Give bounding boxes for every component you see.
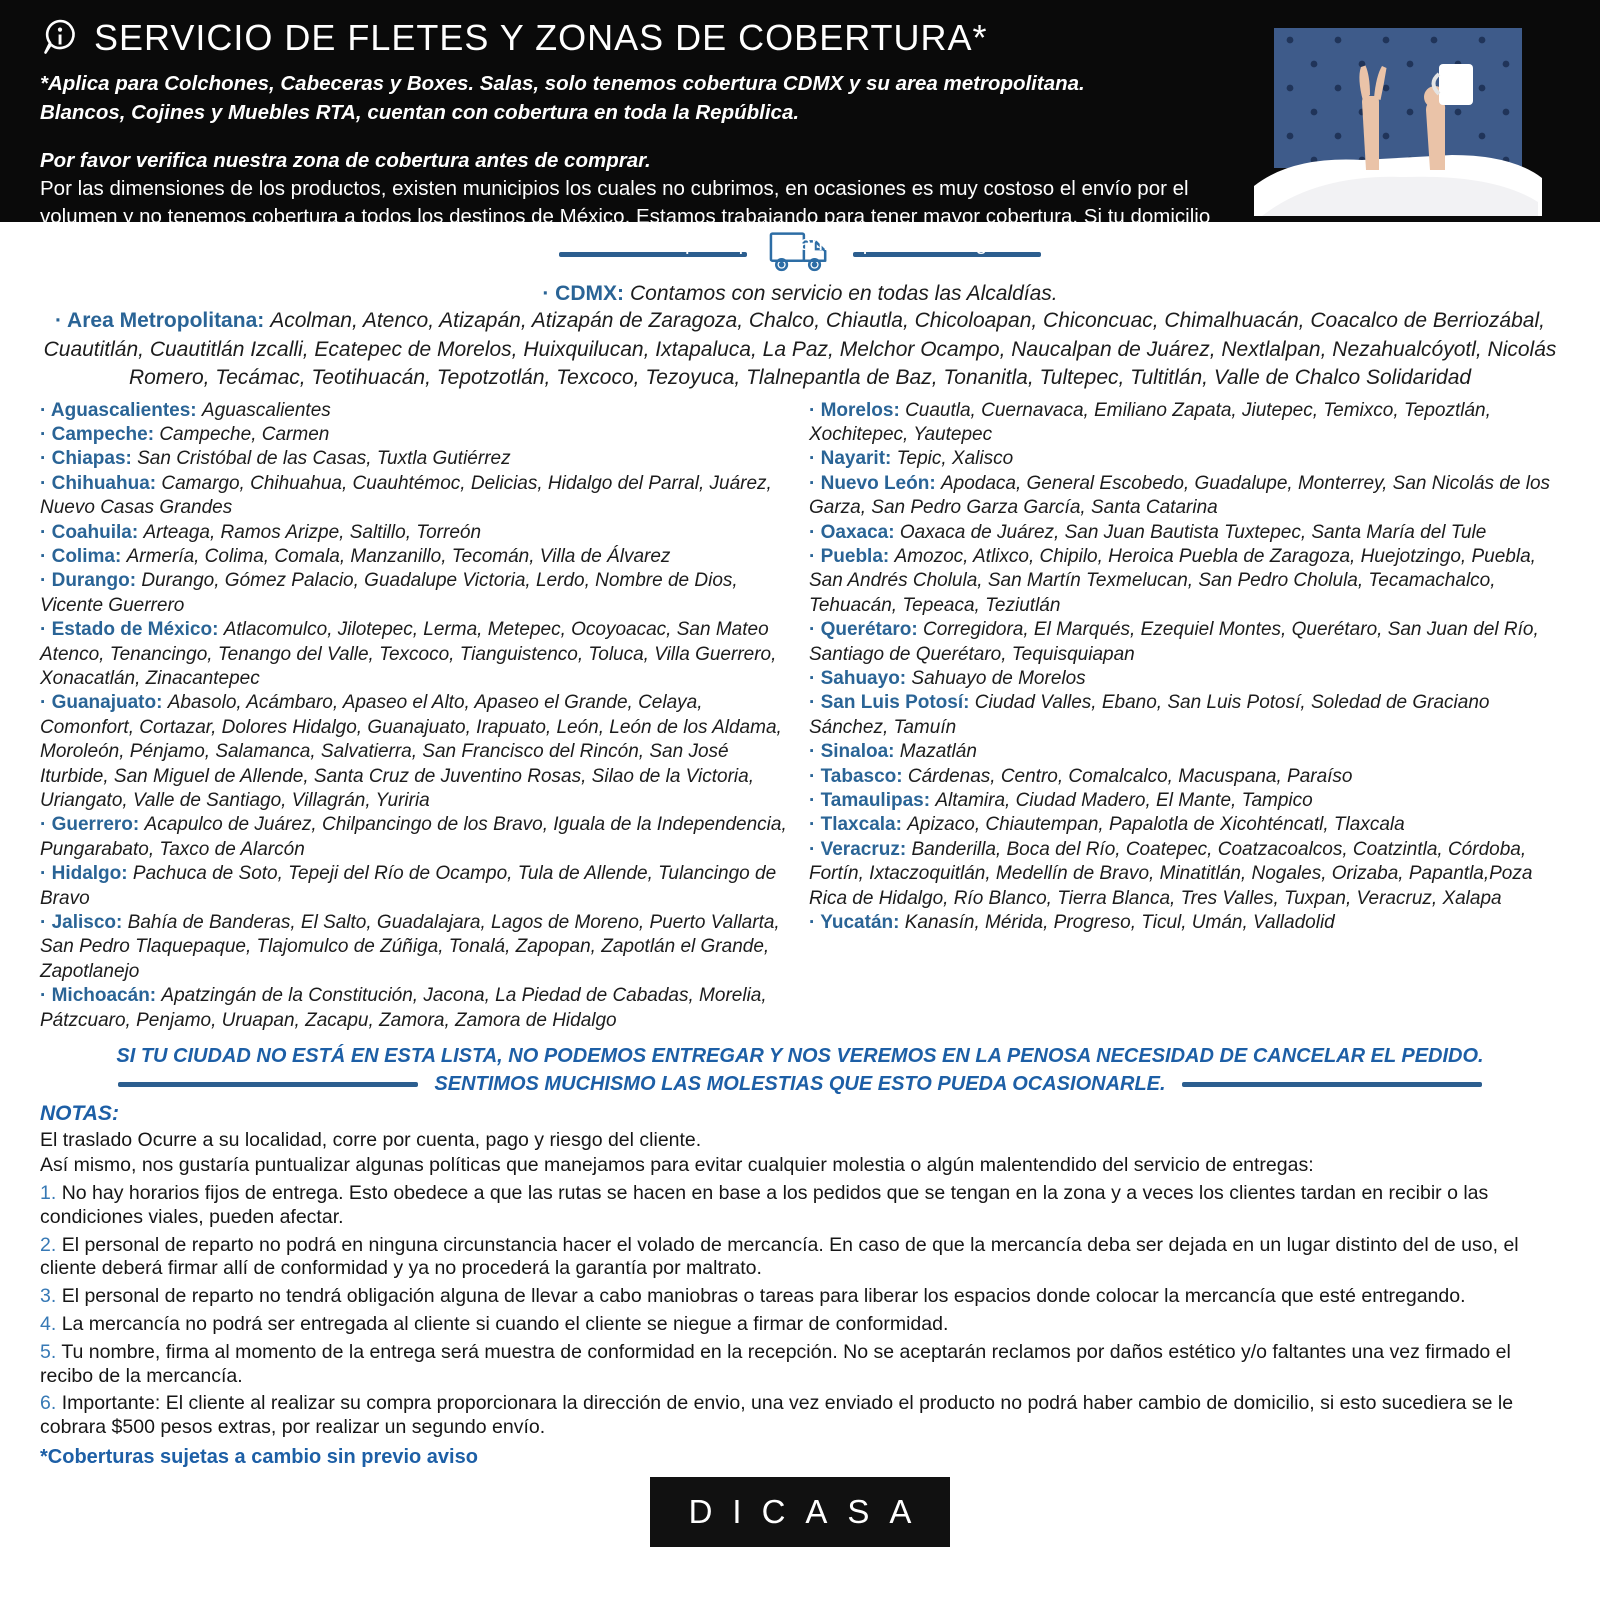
nota-number: 3. (40, 1285, 62, 1308)
nota-item: 6. Importante: El cliente al realizar su compra proporcionara la dirección de envio, una vez enviado el producto no podrá haber cambio de domicilio, si esto sucediera se le cobrara $500 pesos extras, por realizar un segundo envío. (40, 1392, 1514, 1439)
state-cities: Altamira, Ciudad Madero, El Mante, Tampico (935, 790, 1313, 811)
state-name: · Michoacán: (40, 985, 162, 1007)
bed-headboard-photo (1254, 6, 1542, 216)
state-cities: Apizaco, Chiautempan, Papalotla de Xicohténcatl, Tlaxcala (907, 814, 1405, 836)
nota-item: 4. La mercancía no podrá ser entregada al cliente si cuando el cliente se niegue a firmar de conformidad. (40, 1313, 949, 1336)
state-name: · Tamaulipas: (809, 790, 936, 811)
coverage-entry (809, 618, 1560, 667)
subtitle-line-2: Blancos, Cojines y Muebles RTA, cuentan con cobertura en toda la República. (40, 100, 800, 124)
coverage-entry (809, 838, 1560, 911)
coverage-entry (809, 765, 1560, 789)
state-name: · Sinaloa: (809, 741, 900, 763)
coverage-entry (809, 399, 1560, 448)
state-cities: Amozoc, Atlixco, Chipilo, Heroica Puebla de Zaragoza, Huejotzingo, Puebla, San Andrés Cholula, San Martín Texmelucan, San Pedro Cholula, Tecamachalco, Tehuacán, Tepeaca, Teziutlán (809, 545, 1536, 616)
state-cities: Oaxaca de Juárez, San Juan Bautista Tuxtepec, Santa María del Tule (899, 521, 1487, 543)
nota-number: 4. (40, 1313, 62, 1336)
state-name: · San Luis Potosí: (809, 692, 975, 714)
coverage-entry (809, 813, 1560, 837)
state-name: · Yucatán: (809, 912, 905, 934)
state-cities: Kanasín, Mérida, Progreso, Ticul, Umán, Valladolid (904, 912, 1335, 934)
state-cities: Corregidora, El Marqués, Ezequiel Montes, Querétaro, San Juan del Río, Santiago de Querétaro, Tequisquiapan (809, 619, 1539, 665)
notas-intro-2: Así mismo, nos gustaría puntualizar algunas políticas que manejamos para evitar cualquier molestia o algún malentendido del servicio de entregas: (40, 1154, 1314, 1177)
coverage-entry (40, 691, 791, 813)
state-cities: Pachuca de Soto, Tepeji del Río de Ocampo, Tula de Allende, Tulancingo de Bravo (40, 863, 777, 909)
coverage-footnote: *Coberturas sujetas a cambio sin previo aviso (40, 1446, 478, 1469)
metro-area-line (0, 307, 1600, 393)
notas-section (0, 1102, 1600, 1469)
page-title: SERVICIO DE FLETES Y ZONAS DE COBERTURA* (94, 17, 988, 58)
notas-heading: NOTAS: (40, 1102, 119, 1126)
state-name: · Campeche: (40, 423, 160, 445)
state-name: · Tabasco: (809, 765, 908, 787)
state-name: · Chihuahua: (40, 472, 162, 494)
nota-number: 1. (40, 1182, 62, 1205)
dicasa-logo (650, 1477, 950, 1547)
footer (0, 1477, 1600, 1547)
state-cities: Camargo, Chihuahua, Cuauhtémoc, Delicias, Hidalgo del Parral, Juárez, Nuevo Casas Grandes (40, 472, 772, 519)
coverage-entry (809, 545, 1560, 618)
coverage-column-right (809, 399, 1560, 1034)
nota-item: 5. Tu nombre, firma al momento de la entrega será muestra de conformidad en la recepción. No se aceptarán reclamos por daños estético y/o faltantes una vez firmado el recibo de la mercancía. (40, 1340, 1511, 1387)
nota-number: 5. (40, 1340, 62, 1363)
coverage-entry (40, 984, 791, 1033)
state-cities: Acapulco de Juárez, Chilpancingo de los Bravo, Iguala de la Independencia, Pungarabato, Taxco de Alarcón (40, 814, 787, 860)
state-cities: Campeche, Carmen (159, 423, 330, 445)
coverage-entry (40, 545, 791, 569)
notas-intro-1: El traslado Ocurre a su localidad, corre por cuenta, pago y riesgo del cliente. (40, 1129, 702, 1152)
state-name: · Oaxaca: (809, 521, 900, 543)
state-name: · Estado de México: (40, 619, 224, 641)
state-name: · Aguascalientes: (40, 399, 202, 421)
coverage-entry (809, 911, 1560, 935)
nota-item: 1. No hay horarios fijos de entrega. Esto obedece a que las rutas se hacen en base a los pedidos que se tengan en la zona y a veces los clientes tardan en recibir o las condiciones viales, pueden afectar. (40, 1182, 1489, 1228)
state-name: · Nuevo León: (809, 472, 941, 494)
state-name: · Tlaxcala: (809, 814, 908, 836)
warning-line-2: SENTIMOS MUCHISMO LAS MOLESTIAS QUE ESTO PUEDA OCASIONARLE. (434, 1073, 1166, 1096)
coverage-list (0, 399, 1600, 1034)
state-cities: Arteaga, Ramos Arizpe, Saltillo, Torreón (143, 521, 482, 543)
info-pin-icon (40, 18, 80, 58)
coverage-entry (40, 911, 791, 984)
state-name: · Puebla: (809, 545, 895, 567)
state-cities: Sahuayo de Morelos (911, 667, 1086, 689)
state-cities: Banderilla, Boca del Río, Coatepec, Coatzacoalcos, Coatzintla, Córdoba, Fortín, Ixtaczoquitlán, Medellín de Bravo, Minatitlán, Nogales, Orizaba, Papantla,Poza Rica de Hidalgo, Río Blanco, Tierra Blanca, Tres Valles, Tuxpan, Veracruz, Xalapa (809, 838, 1533, 909)
state-cities: Bahía de Banderas, El Salto, Guadalajara, Lagos de Moreno, Puerto Vallarta, San Pedro Tlaquepaque, Tlajomulco de Zúñiga, Tonalá, Zapopan, Zapotlán el Grande, Zapotlanejo (40, 912, 780, 982)
warning-mid: NO PODEMOS ENTREGAR Y NOS VEREMOS EN LA PENOSA NECESIDAD DE (502, 1045, 1253, 1068)
state-name: · Morelos: (809, 399, 906, 421)
warning-line-2-row (0, 1073, 1600, 1096)
cdmx-text: Contamos con servicio en todas las Alcaldías. (630, 282, 1058, 305)
state-name: · Veracruz: (809, 838, 912, 860)
state-cities: San Cristóbal de las Casas, Tuxtla Gutiérrez (137, 448, 511, 470)
state-name: · Coahuila: (40, 521, 144, 543)
state-name: · Durango: (40, 570, 142, 592)
coverage-entry (40, 472, 791, 521)
state-name: · Nayarit: (809, 448, 897, 470)
coverage-entry (40, 618, 791, 691)
warning-strong-1: SI TU CIUDAD NO ESTÁ EN ESTA LISTA, (116, 1045, 503, 1068)
state-name: · Sahuayo: (809, 667, 912, 689)
metro-label: · Area Metropolitana: (55, 309, 265, 332)
coverage-entry (40, 862, 791, 911)
nota-number: 2. (40, 1233, 62, 1256)
state-cities: Cárdenas, Centro, Comalcalco, Macuspana, Paraíso (907, 765, 1353, 787)
state-cities: Cuautla, Cuernavaca, Emiliano Zapata, Jiutepec, Temixco, Tepoztlán, Xochitepec, Yautepec (809, 399, 1491, 445)
verify-coverage-note: Por favor verifica nuestra zona de cobertura antes de comprar. (40, 149, 651, 173)
coverage-entry (40, 447, 791, 471)
state-name: · Jalisco: (40, 912, 128, 934)
coverage-entry (40, 521, 791, 545)
state-cities: Tepic, Xalisco (896, 448, 1014, 470)
notas-items (40, 1182, 1560, 1440)
state-name: · Hidalgo: (40, 863, 133, 885)
nota-number: 6. (40, 1392, 62, 1415)
warning-line-right (1182, 1082, 1482, 1087)
coverage-entry (40, 569, 791, 618)
coverage-entry (809, 521, 1560, 545)
warning-strong-2: CANCELAR EL PEDIDO. (1252, 1045, 1484, 1068)
coverage-entry (809, 447, 1560, 471)
coverage-entry (40, 813, 791, 862)
subtitle-line-1: *Aplica para Colchones, Cabeceras y Boxes. Salas, solo tenemos cobertura CDMX y su area metropolitana. (40, 72, 1085, 95)
nota-item: 3. El personal de reparto no tendrá obligación alguna de llevar a cabo maniobras o tareas para liberar los espacios donde colocar la mercancía que esté entregando. (40, 1285, 1466, 1308)
coverage-entry (809, 472, 1560, 521)
state-cities: Ciudad Valles, Ebano, San Luis Potosí, Soledad de Graciano Sánchez, Tamuín (809, 692, 1490, 738)
dicasa-logo-text: DICASA (688, 1493, 932, 1531)
coverage-entry (809, 691, 1560, 740)
coverage-entry (809, 740, 1560, 764)
state-cities: Apatzingán de la Constitución, Jacona, La Piedad de Cabadas, Morelia, Pátzcuaro, Penjamo, Uruapan, Zacapu, Zamora, Zamora de Hidalgo (40, 985, 767, 1031)
warning-line-left (118, 1082, 418, 1087)
state-cities: Abasolo, Acámbaro, Apaseo el Alto, Apaseo el Grande, Celaya, Comonfort, Cortazar, Dolores Hidalgo, Guanajuato, Irapuato, León, León de los Aldama, Moroleón, Pénjamo, Salamanca, Salvatierra, San Francisco del Rincón, San José Iturbide, San Miguel de Allende, Santa Cruz de Juventino Rosas, Silao de la Victoria, Uriangato, Valle de Santiago, Villagrán, Yuriria (40, 692, 782, 811)
coverage-entry (40, 423, 791, 447)
cancellation-warning (0, 1043, 1600, 1096)
header (0, 0, 1600, 283)
state-name: · Colima: (40, 545, 127, 567)
state-name: · Querétaro: (809, 619, 924, 641)
state-cities: Aguascalientes (201, 399, 331, 421)
coverage-entry (809, 789, 1560, 813)
state-name: · Guerrero: (40, 814, 145, 836)
nota-item: 2. El personal de reparto no podrá en ninguna circunstancia hacer el volado de mercancía. En caso de que la mercancía deba ser dejada en un lugar distinto del de uso, el cliente deberá firmar allí de conformidad y ya no procederá la garantía por maltrato. (40, 1233, 1519, 1280)
state-name: · Guanajuato: (40, 692, 168, 714)
warning-line-1 (0, 1043, 1600, 1070)
state-name: · Chiapas: (40, 448, 138, 470)
coverage-entry (40, 399, 791, 423)
metro-cities: Acolman, Atenco, Atizapán, Atizapán de Zaragoza, Chalco, Chiautla, Chicoloapan, Chiconcuac, Chimalhuacán, Coacalco de Berriozábal, Cuautitlán, Cuautitlán Izcalli, Ecatepec de Morelos, Huixquilucan, Ixtapaluca, La Paz, Melchor Ocampo, Naucalpan de Juárez, Nextlalpan, Nezahualcóyotl, Nicolás Romero, Tecámac, Teotihuacán, Tepotzotlán, Texcoco, Tezoyuca, Tlalnepantla de Baz, Tonanitla, Tultepec, Tultitlán, Valle de Chalco Solidaridad (43, 309, 1557, 389)
coverage-column-left (40, 399, 791, 1034)
header-body-text: Por las dimensiones de los productos, existen municipios los cuales no cubrimos, en ocasiones es muy costoso el envío por el volumen y no tenemos cobertura a todos los destinos de México. Estamos trabajando para tener mayor cobertura. Si tu domicilio no se encuentra en la lista, lo podemos llevar a la ciudad más cercana para que de ahí, tú puedas recoger la mercancía. Esto se llama servicio Ocurre. (40, 177, 1211, 283)
state-cities: Mazatlán (899, 741, 977, 763)
state-cities: Atlacomulco, Jilotepec, Lerma, Metepec, Ocoyoacac, San Mateo Atenco, Tenancingo, Tenango del Valle, Texcoco, Tianguistenco, Toluca, Villa Guerrero, Xonacatlán, Zinacantepec (40, 619, 777, 689)
state-cities: Apodaca, General Escobedo, Guadalupe, Monterrey, San Nicolás de los Garza, San Pedro Garza García, Santa Catarina (809, 472, 1551, 519)
coverage-entry (809, 667, 1560, 691)
cdmx-label: · CDMX: (542, 282, 625, 305)
state-cities: Armería, Colima, Comala, Manzanillo, Tecomán, Villa de Álvarez (126, 545, 671, 567)
state-cities: Durango, Gómez Palacio, Guadalupe Victoria, Lerdo, Nombre de Dios, Vicente Guerrero (40, 570, 738, 616)
